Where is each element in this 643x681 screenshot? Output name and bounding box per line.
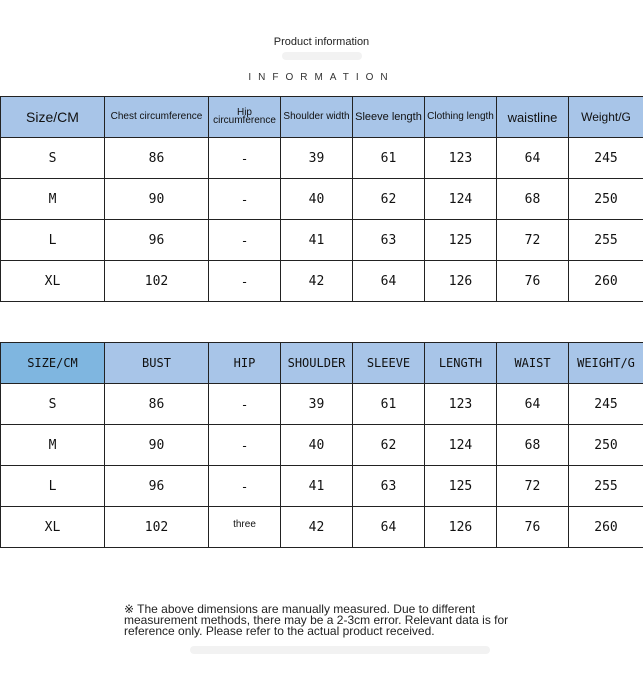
header-clothing-length: Clothing length <box>425 97 497 138</box>
table-row <box>1 220 643 261</box>
cell-size: M <box>1 179 105 220</box>
table-row <box>1 507 643 548</box>
cell-size: L <box>1 466 105 507</box>
cell-waist: 76 <box>497 261 569 302</box>
header-sleeve: Sleeve length <box>353 97 425 138</box>
blurred-watermark <box>282 52 362 60</box>
cell-hip: three <box>209 507 281 548</box>
table-header-row <box>1 343 643 384</box>
cell-sleeve: 62 <box>353 179 425 220</box>
cell-weight: 260 <box>569 507 643 548</box>
header-sleeve: SLEEVE <box>353 343 425 384</box>
cell-size: S <box>1 138 105 179</box>
cell-weight: 250 <box>569 425 643 466</box>
cell-waist: 68 <box>497 179 569 220</box>
header-shoulder: SHOULDER <box>281 343 353 384</box>
cell-shoulder: 40 <box>281 179 353 220</box>
cell-hip: - <box>209 179 281 220</box>
table-header-row <box>1 97 643 138</box>
cell-length: 126 <box>425 261 497 302</box>
cell-weight: 260 <box>569 261 643 302</box>
cell-hip: - <box>209 384 281 425</box>
cell-sleeve: 61 <box>353 384 425 425</box>
cell-bust: 96 <box>105 466 209 507</box>
cell-weight: 245 <box>569 138 643 179</box>
cell-length: 125 <box>425 466 497 507</box>
cell-size: L <box>1 220 105 261</box>
cell-waist: 64 <box>497 384 569 425</box>
cell-sleeve: 61 <box>353 138 425 179</box>
cell-waist: 64 <box>497 138 569 179</box>
cell-length: 123 <box>425 138 497 179</box>
cell-chest: 96 <box>105 220 209 261</box>
cell-bust: 102 <box>105 507 209 548</box>
cell-hip: - <box>209 261 281 302</box>
table-row <box>1 425 643 466</box>
header-size: SIZE/CM <box>1 343 105 384</box>
cell-bust: 86 <box>105 384 209 425</box>
cell-length: 126 <box>425 507 497 548</box>
cell-sleeve: 64 <box>353 507 425 548</box>
page-subtitle: INFORMATION <box>248 72 395 83</box>
cell-weight: 250 <box>569 179 643 220</box>
cell-sleeve: 64 <box>353 261 425 302</box>
cell-shoulder: 39 <box>281 138 353 179</box>
cell-sleeve: 62 <box>353 425 425 466</box>
blurred-watermark <box>190 646 490 654</box>
table-row <box>1 138 643 179</box>
table-row <box>1 466 643 507</box>
header-hip: Hip circumference <box>209 97 281 138</box>
cell-weight: 255 <box>569 466 643 507</box>
cell-shoulder: 42 <box>281 261 353 302</box>
cell-shoulder: 42 <box>281 507 353 548</box>
cell-waist: 68 <box>497 425 569 466</box>
cell-size: M <box>1 425 105 466</box>
cell-length: 125 <box>425 220 497 261</box>
header-weight: Weight/G <box>569 97 643 138</box>
header-length: LENGTH <box>425 343 497 384</box>
cell-bust: 90 <box>105 425 209 466</box>
table-row <box>1 179 643 220</box>
cell-hip: - <box>209 138 281 179</box>
cell-chest: 90 <box>105 179 209 220</box>
cell-waist: 72 <box>497 466 569 507</box>
cell-shoulder: 40 <box>281 425 353 466</box>
header-hip: HIP <box>209 343 281 384</box>
cell-size: XL <box>1 261 105 302</box>
table-row <box>1 261 643 302</box>
cell-length: 124 <box>425 179 497 220</box>
size-table-english <box>0 96 643 302</box>
cell-sleeve: 63 <box>353 220 425 261</box>
cell-waist: 72 <box>497 220 569 261</box>
cell-length: 124 <box>425 425 497 466</box>
header-weight: WEIGHT/G <box>569 343 643 384</box>
cell-hip: - <box>209 425 281 466</box>
cell-shoulder: 41 <box>281 220 353 261</box>
cell-shoulder: 39 <box>281 384 353 425</box>
cell-size: S <box>1 384 105 425</box>
size-table-uppercase <box>0 342 643 548</box>
measurement-note: ※ The above dimensions are manually measured. Due to different measurement methods, there may be a 2-3cm error. Relevant data is for reference only. Please refer to the actual product received. <box>124 602 509 638</box>
header-shoulder: Shoulder width <box>281 97 353 138</box>
page-title: Product information <box>273 36 370 48</box>
cell-hip: - <box>209 466 281 507</box>
cell-weight: 255 <box>569 220 643 261</box>
header-bust: BUST <box>105 343 209 384</box>
cell-shoulder: 41 <box>281 466 353 507</box>
cell-sleeve: 63 <box>353 466 425 507</box>
header-waist: WAIST <box>497 343 569 384</box>
cell-weight: 245 <box>569 384 643 425</box>
cell-chest: 86 <box>105 138 209 179</box>
cell-hip: - <box>209 220 281 261</box>
cell-chest: 102 <box>105 261 209 302</box>
cell-waist: 76 <box>497 507 569 548</box>
cell-length: 123 <box>425 384 497 425</box>
table-row <box>1 384 643 425</box>
header-chest: Chest circumference <box>105 97 209 138</box>
header-waistline: waistline <box>497 97 569 138</box>
cell-size: XL <box>1 507 105 548</box>
header-size: Size/CM <box>1 97 105 138</box>
